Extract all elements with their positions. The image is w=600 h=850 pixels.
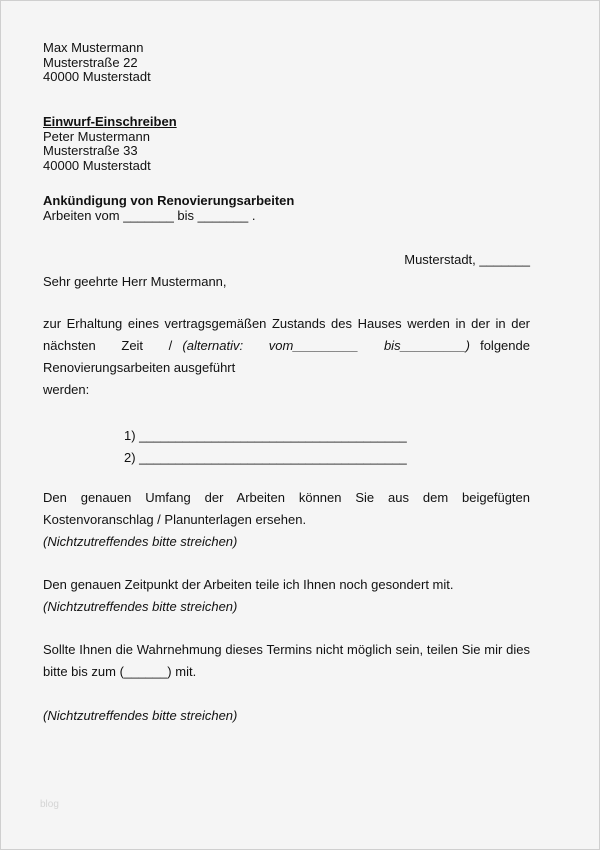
intro-line-2c: folgende — [480, 338, 530, 353]
appointment-text: Sollte Ihnen die Wahrnehmung dieses Termins nicht möglich sein, teilen Sie mir dies bitte bis zum (______) mit. — [43, 642, 530, 679]
sender-name: Max Mustermann — [43, 40, 144, 55]
timing-note: (Nichtzutreffendes bitte streichen) — [43, 599, 238, 614]
paragraph-intro — [43, 313, 530, 401]
paragraph-scope — [43, 487, 530, 553]
recipient-street: Musterstraße 33 — [43, 143, 138, 158]
work-item-1: 1) _____________________________________ — [124, 428, 407, 443]
watermark: blog — [40, 799, 59, 810]
subject — [43, 194, 294, 223]
recipient-city: 40000 Musterstadt — [43, 157, 151, 173]
intro-line-2b: (alternativ: vom_________ bis_________) — [182, 338, 470, 353]
salutation: Sehr geehrte Herr Mustermann, — [43, 274, 227, 289]
place-date: Musterstadt, _______ — [404, 252, 530, 267]
recipient-name: Peter Mustermann — [43, 128, 150, 144]
delivery-method: Einwurf-Einschreiben — [43, 114, 177, 129]
intro-line-2 — [43, 335, 530, 357]
sender-street: Musterstraße 22 — [43, 54, 138, 70]
timing-text: Den genauen Zeitpunkt der Arbeiten teile ich Ihnen noch gesondert mit. — [43, 577, 454, 592]
sender-city: 40000 Musterstadt — [43, 69, 151, 84]
final-note: (Nichtzutreffendes bitte streichen) — [43, 708, 238, 723]
work-item-2: 2) _____________________________________ — [124, 450, 407, 465]
intro-line-2a: nächsten Zeit / — [43, 338, 173, 353]
scope-text: Den genauen Umfang der Arbeiten können Sie aus dem beigefügten Kostenvoranschlag / Planunterlagen ersehen. — [43, 490, 530, 527]
recipient-address — [43, 115, 177, 173]
subject-line: Arbeiten vom _______ bis _______ . — [43, 207, 256, 223]
intro-line-3: Renovierungsarbeiten ausgeführt — [43, 360, 236, 375]
intro-line-4: werden: — [43, 382, 90, 397]
scope-note: (Nichtzutreffendes bitte streichen) — [43, 534, 238, 549]
intro-line-1: zur Erhaltung eines vertragsgemäßen Zustands des Hauses werden in der in der — [43, 316, 530, 331]
paragraph-appointment — [43, 639, 530, 683]
work-list — [124, 425, 407, 469]
sender-address — [43, 41, 151, 85]
paragraph-timing — [43, 574, 530, 618]
subject-title: Ankündigung von Renovierungsarbeiten — [43, 193, 295, 208]
